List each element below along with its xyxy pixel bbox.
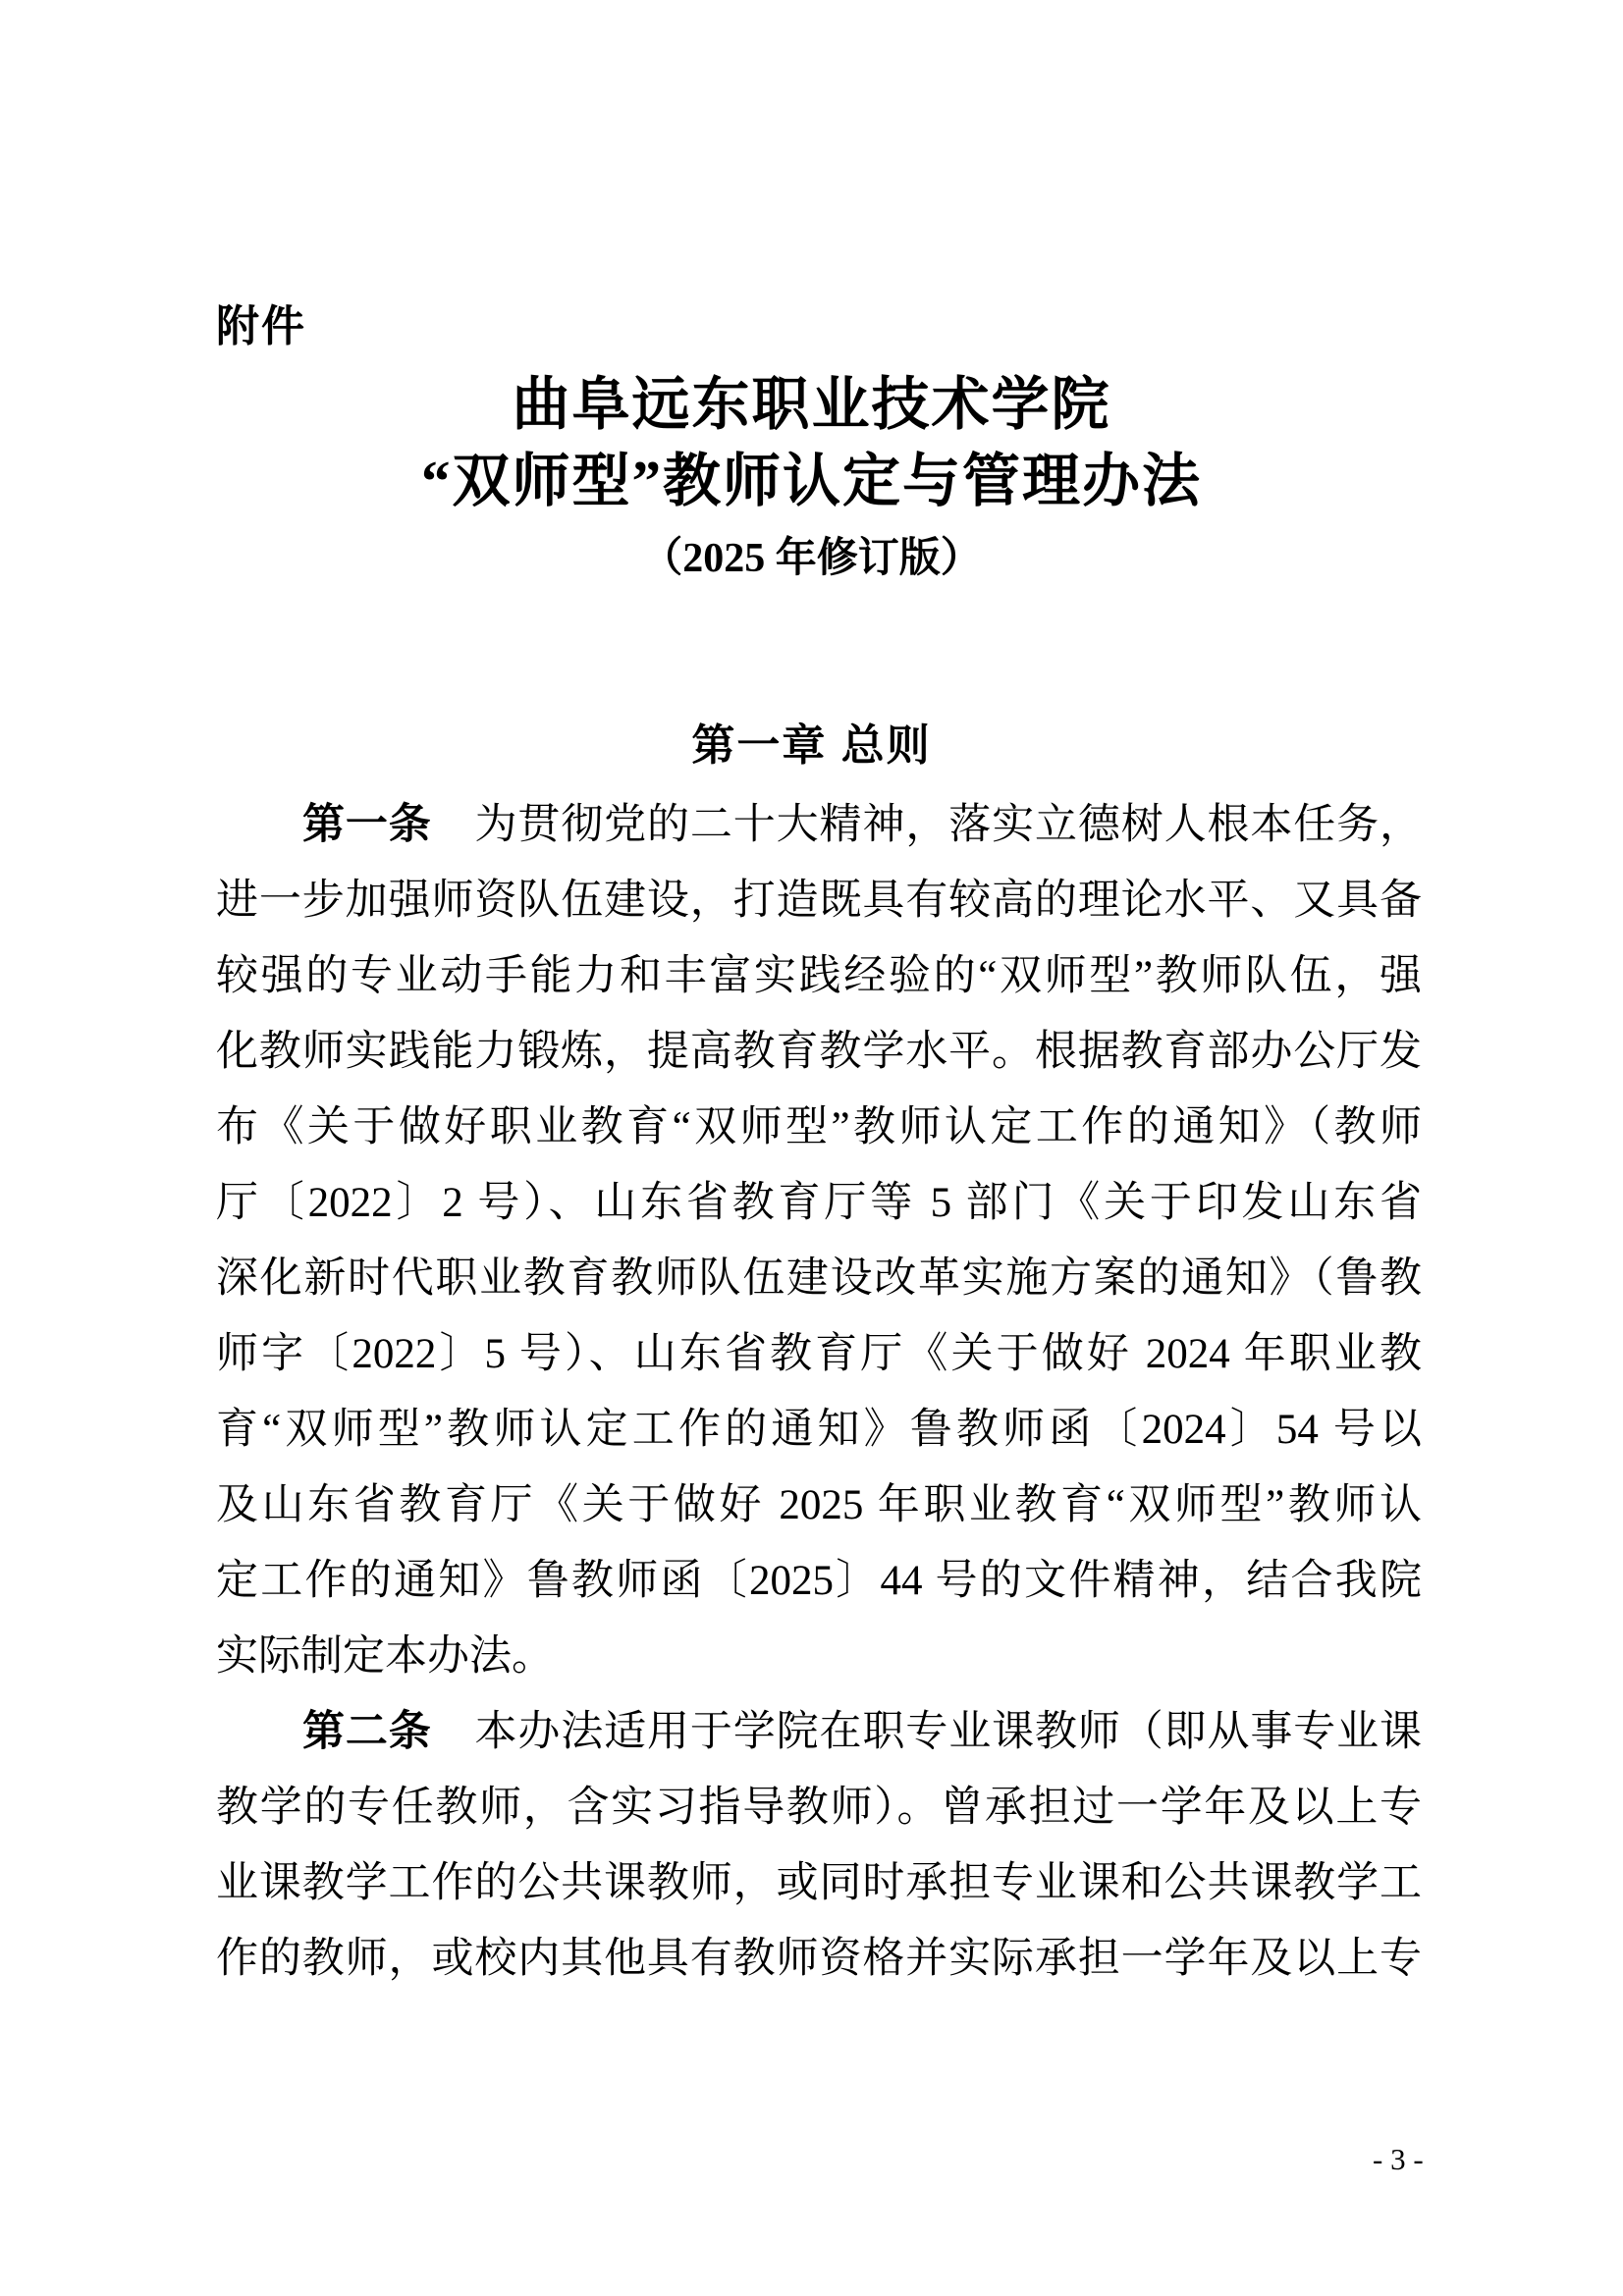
text-line: 进一步加强师资队伍建设，打造既具有较高的理论水平、又具备 <box>216 878 1422 924</box>
text-line: 及山东省教育厅《关于做好 2025 年职业教育“双师型”教师认 <box>216 1482 1422 1528</box>
page-number: - 3 - <box>1373 2142 1424 2176</box>
document-title <box>0 366 1623 519</box>
clause-label: 第二条 <box>302 1709 432 1755</box>
text-line: 厅〔2022〕2 号）、山东省教育厅等 5 部门《关于印发山东省 <box>216 1180 1422 1226</box>
document-body <box>216 787 1422 1997</box>
text-line: 作的教师，或校内其他具有教师资格并实际承担一学年及以上专 <box>216 1936 1422 1982</box>
text-line: 较强的专业动手能力和丰富实践经验的“双师型”教师队伍，强 <box>216 953 1422 999</box>
text-line: 第二条 本办法适用于学院在职专业课教师（即从事专业课 <box>302 1709 1422 1755</box>
text-line: 师字〔2022〕5 号）、山东省教育厅《关于做好 2024 年职业教 <box>216 1331 1422 1377</box>
chapter-heading: 第一章 总则 <box>691 721 932 770</box>
title-line-2: “双师型”教师认定与管理办法 <box>420 449 1202 513</box>
text-line: 布《关于做好职业教育“双师型”教师认定工作的通知》（教师 <box>216 1104 1422 1150</box>
document-subtitle: （2025 年修订版） <box>641 536 982 581</box>
text-line: 实际制定本办法。 <box>216 1633 554 1680</box>
text-line: 深化新时代职业教育教师队伍建设改革实施方案的通知》（鲁教 <box>216 1255 1422 1302</box>
text-line: 育“双师型”教师认定工作的通知》鲁教师函〔2024〕54 号以 <box>216 1407 1422 1453</box>
clause-label: 第一条 <box>302 802 432 848</box>
text-line: 化教师实践能力锻炼，提高教育教学水平。根据教育部办公厅发 <box>216 1029 1422 1075</box>
text-line: 第一条 为贯彻党的二十大精神，落实立德树人根本任务， <box>302 802 1422 848</box>
title-line-1: 曲阜远东职业技术学院 <box>512 372 1111 437</box>
text-line: 定工作的通知》鲁教师函〔2025〕44 号的文件精神，结合我院 <box>216 1558 1422 1604</box>
text-line: 业课教学工作的公共课教师，或同时承担专业课和公共课教学工 <box>216 1860 1422 1906</box>
attachment-label: 附件 <box>216 302 306 350</box>
text-line: 教学的专任教师，含实习指导教师）。曾承担过一学年及以上专 <box>216 1785 1422 1831</box>
